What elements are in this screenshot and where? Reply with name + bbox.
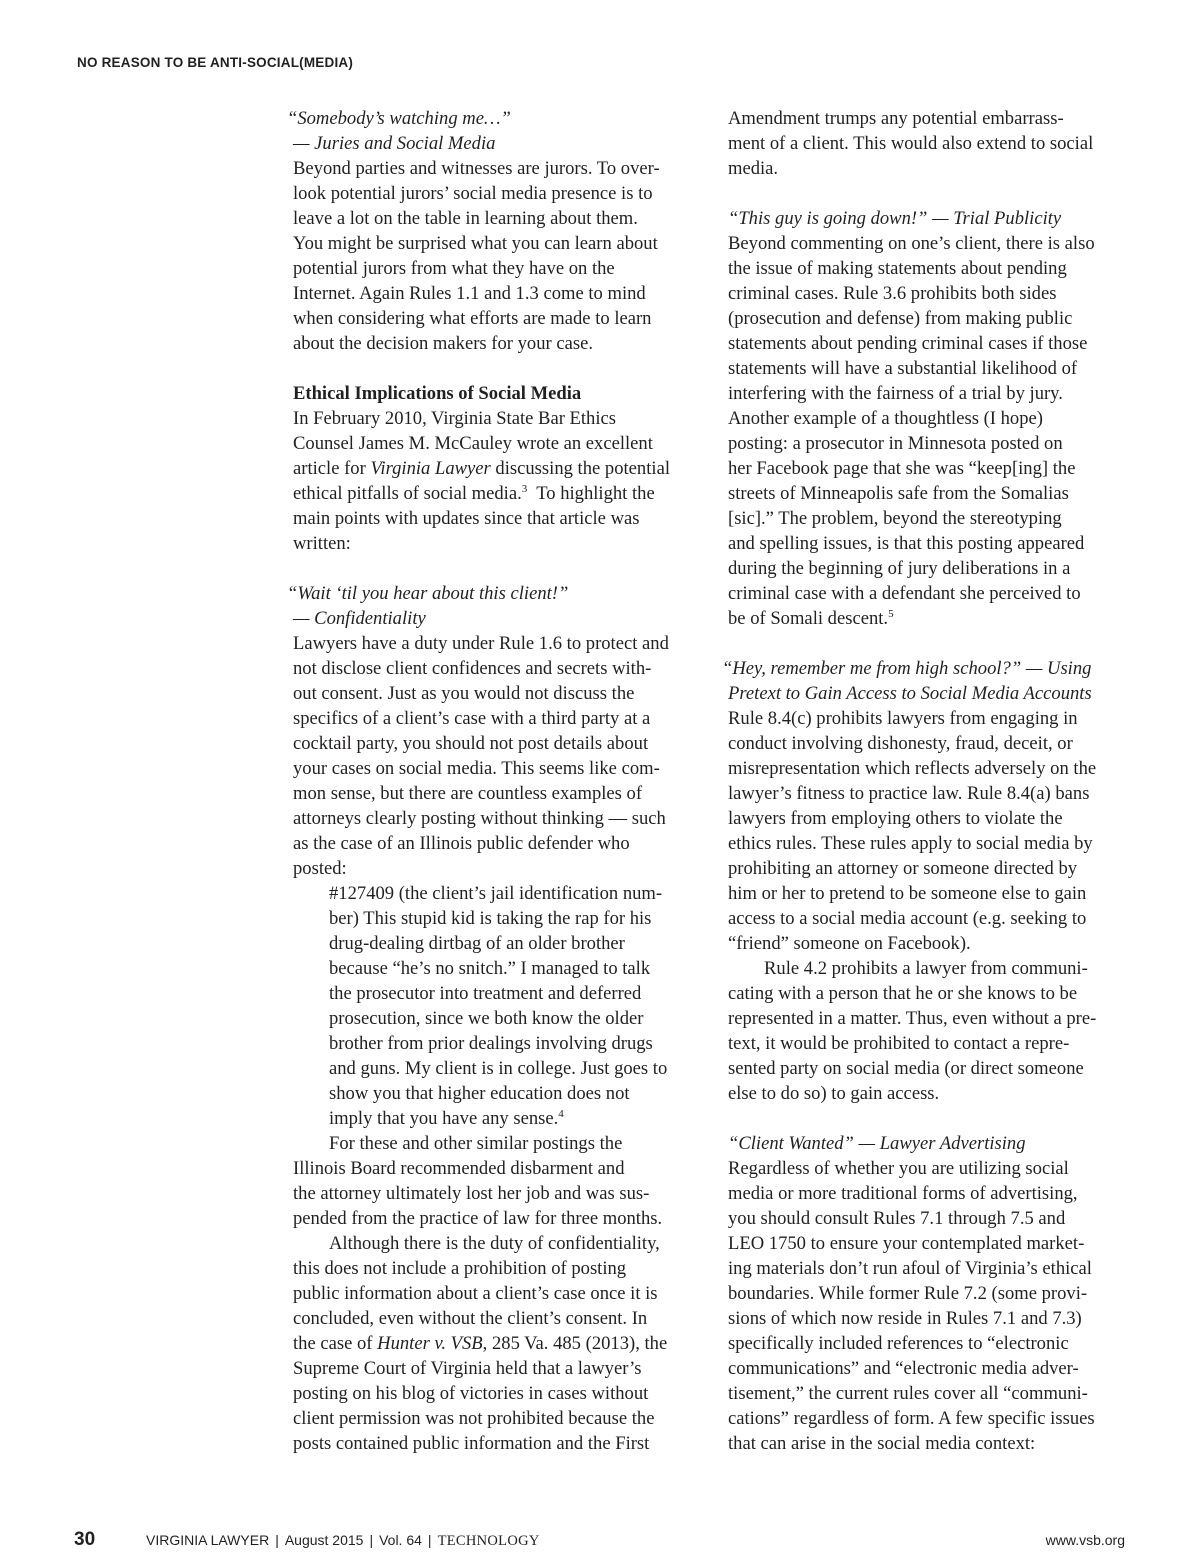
- text-line: look potential jurors’ social media presence is to: [293, 183, 653, 204]
- text-line: main points with updates since that article was: [293, 508, 640, 529]
- text-line: leave a lot on the table in learning about them.: [293, 208, 638, 229]
- text-run: imply that you have any sense.: [329, 1108, 559, 1129]
- text-line: statements about pending criminal cases if those: [728, 333, 1088, 354]
- right-column: [722, 106, 1132, 1456]
- text-line: streets of Minneapolis safe from the Somalias: [728, 483, 1069, 504]
- text-line: your cases on social media. This seems like com-: [293, 758, 660, 779]
- text-line: him or her to pretend to be someone else to gain: [728, 883, 1087, 904]
- website-link[interactable]: www.vsb.org: [1045, 1532, 1125, 1548]
- text-line: Beyond parties and witnesses are jurors. To over-: [293, 158, 660, 179]
- text-line: pended from the practice of law for three months.: [293, 1208, 663, 1229]
- text-run: , 285 Va. 485 (2013), the: [482, 1333, 668, 1354]
- confidentiality-heading: [287, 581, 697, 631]
- text-run: article for: [293, 458, 371, 479]
- text-line: [293, 481, 697, 506]
- text-line: Internet. Again Rules 1.1 and 1.3 come to mind: [293, 283, 646, 304]
- text-run: the case of: [293, 1333, 378, 1354]
- text-line: this does not include a prohibition of posting: [293, 1258, 627, 1279]
- text-line: communications” and “electronic media adver-: [728, 1358, 1079, 1379]
- pretext-paragraph: [722, 706, 1132, 956]
- text-line: ethics rules. These rules apply to social media by: [728, 833, 1093, 854]
- text-line: In February 2010, Virginia State Bar Ethics: [293, 408, 617, 429]
- text-line: posting: a prosecutor in Minnesota posted on: [728, 433, 1063, 454]
- juries-heading-line-2: — Juries and Social Media: [293, 133, 496, 154]
- text-line: as the case of an Illinois public defender who: [293, 833, 630, 854]
- footnote-ref-5: 5: [888, 608, 894, 620]
- continued-paragraph: [722, 106, 1132, 181]
- ethics-heading: Ethical Implications of Social Media: [293, 383, 582, 404]
- text-line: Regardless of whether you are utilizing social: [728, 1158, 1069, 1179]
- text-line: ing materials don’t run afoul of Virginia’s ethical: [728, 1258, 1092, 1279]
- text-line: Illinois Board recommended disbarment and: [293, 1158, 625, 1179]
- text-line: Another example of a thoughtless (I hope): [728, 408, 1043, 429]
- advertising-heading: “Client Wanted” — Lawyer Advertising: [728, 1133, 1026, 1154]
- trial-publicity-heading: “This guy is going down!” — Trial Publicity: [728, 208, 1062, 229]
- trial-publicity-paragraph: [722, 231, 1132, 631]
- text-run: discussing the potential: [490, 458, 670, 479]
- text-line: conduct involving dishonesty, fraud, deceit, or: [728, 733, 1073, 754]
- disbarment-paragraph: [287, 1131, 697, 1231]
- text-line: access to a social media account (e.g. seeking to: [728, 908, 1087, 929]
- separator: |: [275, 1532, 279, 1548]
- text-line: [sic].” The problem, beyond the stereotyping: [728, 508, 1062, 529]
- publication-name: VIRGINIA LAWYER: [146, 1532, 270, 1548]
- text-line: statements will have a substantial likelihood of: [728, 358, 1078, 379]
- case-name: Hunter v. VSB: [377, 1333, 483, 1354]
- text-line: ber) This stupid kid is taking the rap for his: [329, 908, 652, 929]
- text-line: misrepresentation which reflects adversely on the: [728, 758, 1097, 779]
- rule-4-2-paragraph: [722, 956, 1132, 1106]
- text-line: public information about a client’s case once it is: [293, 1283, 658, 1304]
- advertising-paragraph: [722, 1156, 1132, 1456]
- text-line: concluded, even without the client’s consent. In: [293, 1308, 648, 1329]
- folio: [146, 1532, 540, 1550]
- text-line: lawyer’s fitness to practice law. Rule 8.4(a) bans: [728, 783, 1090, 804]
- juries-heading-line-1: “Somebody’s watching me…”: [287, 108, 511, 129]
- text-line: ment of a client. This would also extend to social: [728, 133, 1094, 154]
- text-line: the attorney ultimately lost her job and was sus-: [293, 1183, 650, 1204]
- text-line: cations” regardless of form. A few specific issues: [728, 1408, 1095, 1429]
- text-line: Rule 8.4(c) prohibits lawyers from engaging in: [728, 708, 1078, 729]
- text-line: not disclose client confidences and secrets with-: [293, 658, 652, 679]
- text-line: written:: [293, 533, 351, 554]
- text-line: posted:: [293, 858, 347, 879]
- text-line: brother from prior dealings involving drugs: [329, 1033, 653, 1054]
- separator: |: [427, 1532, 432, 1548]
- text-run: To highlight the: [527, 483, 655, 504]
- text-line: “friend” someone on Facebook).: [728, 933, 971, 954]
- text-line: sented party on social media (or direct someone: [728, 1058, 1084, 1079]
- text-line: Amendment trumps any potential embarrass-: [728, 108, 1064, 129]
- text-line: interfering with the fairness of a trial by jury.: [728, 383, 1063, 404]
- text-line: sions of which now reside in Rules 7.1 and 7.3): [728, 1308, 1082, 1329]
- text-line: media or more traditional forms of advertising,: [728, 1183, 1078, 1204]
- text-run: be of Somali descent.: [728, 608, 889, 629]
- text-run: ethical pitfalls of social media.: [293, 483, 522, 504]
- text-line: that can arise in the social media context:: [728, 1433, 1036, 1454]
- text-line: Beyond commenting on one’s client, there is also: [728, 233, 1095, 254]
- text-line: [293, 1331, 697, 1356]
- pretext-heading-line-2: Pretext to Gain Access to Social Media Accounts: [728, 683, 1092, 704]
- footnote-ref-3: 3: [521, 483, 528, 495]
- text-line: media.: [728, 158, 779, 179]
- text-line: attorneys clearly posting without thinking — such: [293, 808, 666, 829]
- pretext-heading-line-1: “Hey, remember me from high school?” — Using: [722, 658, 1092, 679]
- text-line: For these and other similar postings the: [329, 1133, 623, 1154]
- text-line: her Facebook page that she was “keep[ing] the: [728, 458, 1076, 479]
- text-line: specifically included references to “electronic: [728, 1333, 1069, 1354]
- footnote-ref-4: 4: [558, 1108, 564, 1120]
- text-line: prosecution, since we both know the older: [329, 1008, 644, 1029]
- text-line: Rule 4.2 prohibits a lawyer from communi-: [764, 958, 1088, 979]
- text-line: mon sense, but there are countless examples of: [293, 783, 643, 804]
- juries-heading: [287, 106, 697, 156]
- left-column: [287, 106, 697, 1456]
- text-line: and spelling issues, is that this posting appeared: [728, 533, 1085, 554]
- confidentiality-heading-line-2: — Confidentiality: [293, 608, 426, 629]
- running-head: NO REASON TO BE ANTI-SOCIAL(MEDIA): [77, 55, 354, 70]
- text-line: posting on his blog of victories in cases without: [293, 1383, 649, 1404]
- section-name: TECHNOLOGY: [437, 1533, 540, 1549]
- text-line: criminal case with a defendant she perceived to: [728, 583, 1081, 604]
- volume: Vol. 64: [379, 1532, 422, 1548]
- text-line: when considering what efforts are made to learn: [293, 308, 652, 329]
- text-line: prohibiting an attorney or someone directed by: [728, 858, 1078, 879]
- text-line: LEO 1750 to ensure your contemplated market-: [728, 1233, 1085, 1254]
- text-line: (prosecution and defense) from making public: [728, 308, 1073, 329]
- text-line: cating with a person that he or she knows to be: [728, 983, 1078, 1004]
- confidentiality-heading-line-1: “Wait ‘til you hear about this client!”: [287, 583, 569, 604]
- text-line: Lawyers have a duty under Rule 1.6 to protect and: [293, 633, 669, 654]
- although-paragraph: [287, 1231, 697, 1456]
- text-line: lawyers from employing others to violate the: [728, 808, 1063, 829]
- text-line: #127409 (the client’s jail identification num-: [329, 883, 663, 904]
- text-line: Supreme Court of Virginia held that a lawyer’s: [293, 1358, 642, 1379]
- text-line: potential jurors from what they have on the: [293, 258, 615, 279]
- text-line: [329, 1106, 697, 1131]
- text-line: during the beginning of jury deliberations in a: [728, 558, 1071, 579]
- text-line: represented in a matter. Thus, even without a pre-: [728, 1008, 1097, 1029]
- text-line: client permission was not prohibited because the: [293, 1408, 655, 1429]
- text-line: You might be surprised what you can learn about: [293, 233, 658, 254]
- text-line: text, it would be prohibited to contact a repre-: [728, 1033, 1070, 1054]
- text-line: posts contained public information and the First: [293, 1433, 650, 1454]
- text-line: else to do so) to gain access.: [728, 1083, 940, 1104]
- text-line: and guns. My client is in college. Just goes to: [329, 1058, 668, 1079]
- text-line: you should consult Rules 7.1 through 7.5 and: [728, 1208, 1066, 1229]
- text-line: out consent. Just as you would not discuss the: [293, 683, 635, 704]
- page-footer: [0, 1528, 1200, 1558]
- issue-date: August 2015: [284, 1532, 364, 1548]
- text-line: cocktail party, you should not post details about: [293, 733, 649, 754]
- text-line: drug-dealing dirtbag of an older brother: [329, 933, 625, 954]
- text-line: because “he’s no snitch.” I managed to talk: [329, 958, 651, 979]
- text-line: Although there is the duty of confidentiality,: [329, 1233, 660, 1254]
- publication-title: Virginia Lawyer: [370, 458, 491, 479]
- text-line: [293, 456, 697, 481]
- text-line: the issue of making statements about pending: [728, 258, 1067, 279]
- text-line: criminal cases. Rule 3.6 prohibits both sides: [728, 283, 1057, 304]
- text-line: about the decision makers for your case.: [293, 333, 593, 354]
- text-line: boundaries. While former Rule 7.2 (some provi-: [728, 1283, 1088, 1304]
- text-line: Counsel James M. McCauley wrote an excellent: [293, 433, 653, 454]
- text-line: the prosecutor into treatment and deferred: [329, 983, 642, 1004]
- pretext-heading: [722, 656, 1132, 706]
- text-line: tisement,” the current rules cover all “communi-: [728, 1383, 1088, 1404]
- confidentiality-paragraph: [287, 631, 697, 881]
- block-quote: [287, 881, 697, 1131]
- separator: |: [369, 1532, 374, 1548]
- juries-paragraph: [287, 156, 697, 356]
- ethics-paragraph: [287, 406, 697, 556]
- page-number: 30: [74, 1529, 96, 1550]
- text-line: [728, 606, 1132, 631]
- text-line: show you that higher education does not: [329, 1083, 630, 1104]
- text-line: specifics of a client’s case with a third party at a: [293, 708, 651, 729]
